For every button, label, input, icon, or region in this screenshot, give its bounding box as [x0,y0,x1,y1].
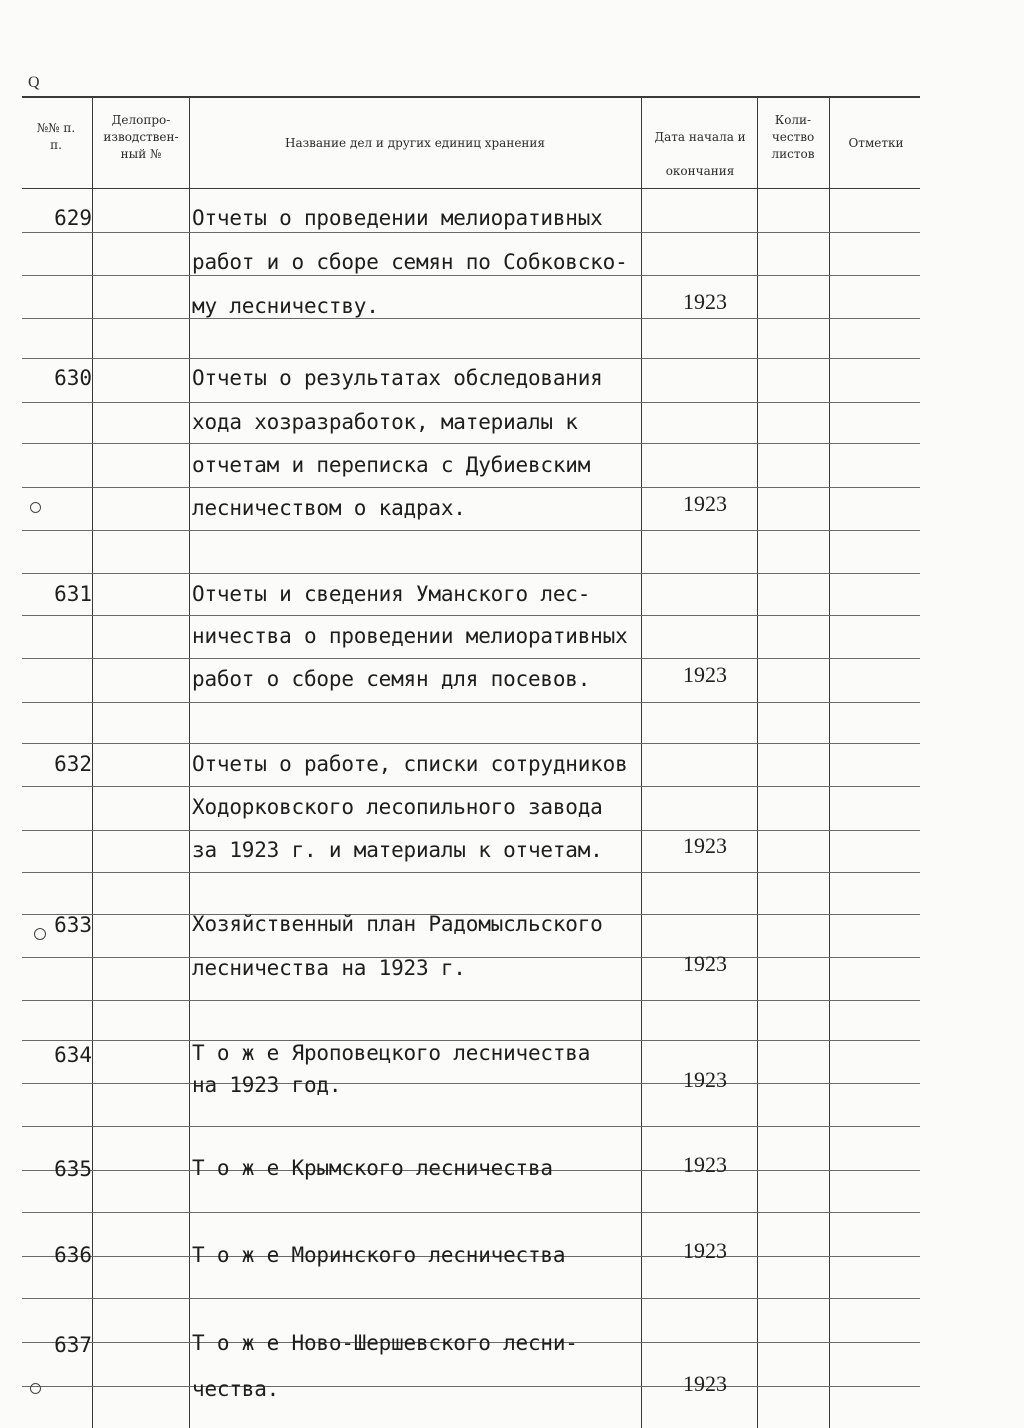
header-number: №№ п. п. [36,121,76,152]
entry-title-line: Отчеты и сведения Уманского лес- [192,582,591,606]
ledger-rule [22,358,920,359]
ledger-rule [22,573,920,574]
entry-title-line: отчетам и переписка с Дубиевским [192,453,591,477]
ledger-rule [22,1000,920,1001]
entry-date: 1923 [683,289,727,314]
header-sheets: Коли- чество листов [771,113,815,161]
ledger-rule [22,1083,920,1084]
column-rule-number [92,98,93,1428]
ledger-rule [22,1212,920,1213]
ledger-rule [22,402,920,403]
header-notes: Отметки [848,136,904,150]
entry-number: 630 [54,366,92,390]
entry-title-line: на 1923 год. [192,1073,342,1097]
ledger-rule [22,232,920,233]
entry-title-line: хода хозразработок, материалы к [192,410,578,434]
column-rule-dates [757,98,758,1428]
entry-date: 1923 [683,662,727,687]
entry-title-line: работ и о сборе семян по Собковско- [192,250,628,274]
entry-title-line: Ходорковского лесопильного завода [192,795,603,819]
ledger-rule [22,487,920,488]
entry-number: 636 [54,1243,92,1267]
margin-circle-mark [34,928,46,940]
entry-title-line: Отчеты о проведении мелиоративных [192,206,603,230]
entry-title-line: за 1923 г. и материалы к отчетам. [192,838,603,862]
entry-date: 1923 [683,1371,727,1396]
ledger-rule [22,743,920,744]
margin-circle-mark [30,502,41,513]
entry-date: 1923 [683,491,727,516]
ledger-rule [22,658,920,659]
entry-number: 632 [54,752,92,776]
entry-title-line: Т о ж е Моринского лесничества [192,1243,566,1267]
entry-title-line: чества. [192,1377,280,1401]
entry-title-line: Т о ж е Яроповецкого лесничества [192,1041,591,1065]
header-top-rule [22,96,920,98]
entry-number: 637 [54,1333,92,1357]
ledger-rule [22,872,920,873]
margin-circle-mark [30,1383,41,1394]
column-rule-sheets [829,98,830,1428]
entry-title-line: лесничества на 1923 г. [192,956,466,980]
entry-title-line: му лесничеству. [192,294,379,318]
column-rule-office [189,98,190,1428]
ledger-rule [22,957,920,958]
corner-mark: Q [28,74,40,91]
ledger-rule [22,1298,920,1299]
entry-date: 1923 [683,951,727,976]
entry-date: 1923 [683,833,727,858]
ledger-rule [22,275,920,276]
column-rule-title [641,98,642,1428]
entry-number: 635 [54,1157,92,1181]
entry-number: 633 [54,913,92,937]
ledger-rule [22,530,920,531]
entry-number: 634 [54,1043,92,1067]
ledger-rule [22,1126,920,1127]
ledger-rule [22,318,920,319]
entry-title-line: Отчеты о работе, списки сотрудников [192,752,628,776]
ledger-rule [22,830,920,831]
entry-title-line: Хозяйственный план Радомысльского [192,912,603,936]
entry-title-line: ничества о проведении мелиоративных [192,624,628,648]
entry-title-line: лесничеством о кадрах. [192,496,466,520]
entry-title-line: работ о сборе семян для посевов. [192,667,591,691]
ledger-rule [22,702,920,703]
ledger-rule [22,1386,920,1387]
ledger-rule [22,443,920,444]
entry-number: 629 [54,206,92,230]
entry-title-line: Отчеты о результатах обследования [192,366,603,390]
header-dates: Дата начала и окончания [654,130,746,178]
entry-number: 631 [54,582,92,606]
entry-date: 1923 [683,1152,727,1177]
header-office-number: Делопро- изводствен- ный № [103,113,179,161]
header-title: Название дел и других единиц хранения [284,136,545,150]
entry-date: 1923 [683,1067,727,1092]
entry-date: 1923 [683,1238,727,1263]
ledger-rule [22,615,920,616]
header-bottom-rule [22,188,920,189]
entry-title-line: Т о ж е Крымского лесничества [192,1156,553,1180]
ledger-rule [22,786,920,787]
entry-title-line: Т о ж е Ново-Шершевского лесни- [192,1331,578,1355]
